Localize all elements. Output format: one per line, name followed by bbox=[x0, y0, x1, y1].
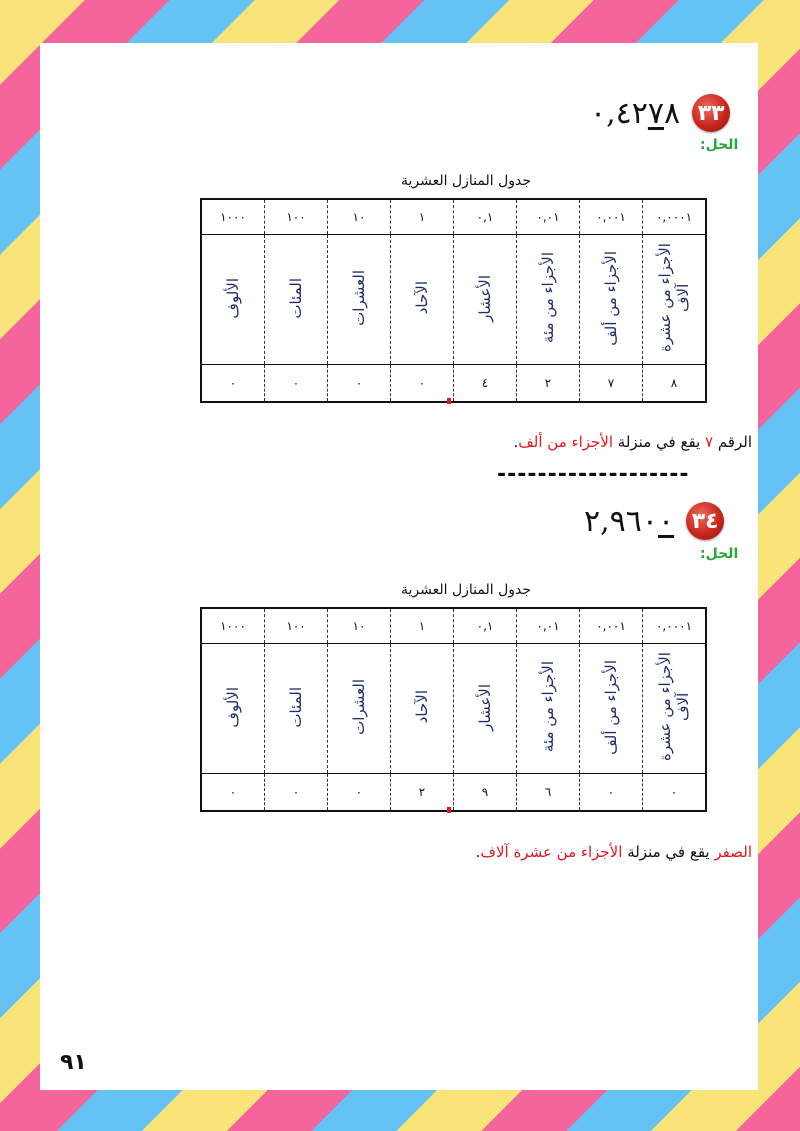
digit-cell: ٢ bbox=[517, 365, 580, 403]
digit-cell: ٠ bbox=[201, 774, 265, 812]
header-value: ١٠٠٠ bbox=[201, 199, 265, 235]
answer-note-34: الصفر يقع في منزلة الأجزاء من عشرة آلاف. bbox=[475, 843, 752, 861]
place-name: العشرات bbox=[350, 270, 368, 326]
digit-cell: ٩ bbox=[454, 774, 517, 812]
table-title: جدول المنازل العشرية bbox=[400, 582, 532, 598]
exercise-34-badge: ٣٤ bbox=[686, 502, 724, 540]
header-value: ١ bbox=[391, 608, 454, 644]
header-value: ٠,١ bbox=[454, 608, 517, 644]
header-value: ١٠ bbox=[328, 608, 391, 644]
exercise-33-number-problem: ٠,٤٢٧٨ bbox=[590, 95, 681, 131]
solution-label: الحل: bbox=[700, 137, 739, 153]
place-name: الأعشار bbox=[476, 683, 494, 731]
place-name: الآحاد bbox=[413, 281, 431, 315]
place-name: الأجزاء من مئة bbox=[539, 252, 557, 344]
digit-cell: ٧ bbox=[580, 365, 643, 403]
header-value: ٠,٠٠١ bbox=[580, 608, 643, 644]
page-number: ٩١ bbox=[60, 1050, 87, 1075]
header-value: ١٠٠ bbox=[265, 608, 328, 644]
exercise-34-number-problem: ٢,٩٦٠٠ bbox=[584, 503, 675, 539]
digit-cell: ٦ bbox=[517, 774, 580, 812]
decimal-point-marker bbox=[447, 807, 451, 813]
place-name: الأجزاء من عشرة آلاف bbox=[656, 243, 692, 353]
header-value: ١٠٠ bbox=[265, 199, 328, 235]
digit-cell: ٠ bbox=[391, 365, 454, 403]
exercise-34-header bbox=[584, 502, 724, 540]
exercise-33-header bbox=[590, 94, 730, 132]
place-name: الأجزاء من مئة bbox=[539, 661, 557, 753]
place-name: المئات bbox=[287, 686, 305, 728]
digit-cell: ٠ bbox=[643, 774, 707, 812]
section-separator: ------------------- bbox=[497, 462, 690, 487]
digit-cell: ٠ bbox=[328, 365, 391, 403]
solution-label: الحل: bbox=[700, 546, 739, 562]
place-name: الألوف bbox=[224, 686, 242, 728]
place-name: الأعشار bbox=[476, 274, 494, 322]
header-value: ٠,١ bbox=[454, 199, 517, 235]
place-name: الأجزاء من ألف bbox=[602, 659, 620, 755]
digit-cell: ٤ bbox=[454, 365, 517, 403]
place-name: المئات bbox=[287, 277, 305, 319]
header-value: ١٠ bbox=[328, 199, 391, 235]
header-value: ١٠٠٠ bbox=[201, 608, 265, 644]
digit-cell: ٠ bbox=[580, 774, 643, 812]
header-value: ١ bbox=[391, 199, 454, 235]
answer-note-33: الرقم ٧ يقع في منزلة الأجزاء من ألف. bbox=[513, 433, 752, 451]
header-value: ٠,٠١ bbox=[517, 199, 580, 235]
place-name: العشرات bbox=[350, 679, 368, 735]
place-name: الآحاد bbox=[413, 690, 431, 724]
place-name: الألوف bbox=[224, 277, 242, 319]
digit-cell: ٠ bbox=[265, 365, 328, 403]
digit-cell: ٨ bbox=[643, 365, 707, 403]
exercise-33-badge: ٣٣ bbox=[692, 94, 730, 132]
digit-cell: ٠ bbox=[265, 774, 328, 812]
place-name: الأجزاء من ألف bbox=[602, 250, 620, 346]
table-title: جدول المنازل العشرية bbox=[400, 173, 532, 189]
header-value: ٠,٠٠٠١ bbox=[643, 608, 707, 644]
header-value: ٠,٠٠٠١ bbox=[643, 199, 707, 235]
header-value: ٠,٠٠١ bbox=[580, 199, 643, 235]
place-name: الأجزاء من عشرة آلاف bbox=[656, 652, 692, 762]
header-value: ٠,٠١ bbox=[517, 608, 580, 644]
digit-cell: ٢ bbox=[391, 774, 454, 812]
digit-cell: ٠ bbox=[201, 365, 265, 403]
digit-cell: ٠ bbox=[328, 774, 391, 812]
decimal-place-table-34 bbox=[200, 607, 707, 812]
decimal-place-table-33 bbox=[200, 198, 707, 403]
decimal-point-marker bbox=[447, 398, 451, 404]
